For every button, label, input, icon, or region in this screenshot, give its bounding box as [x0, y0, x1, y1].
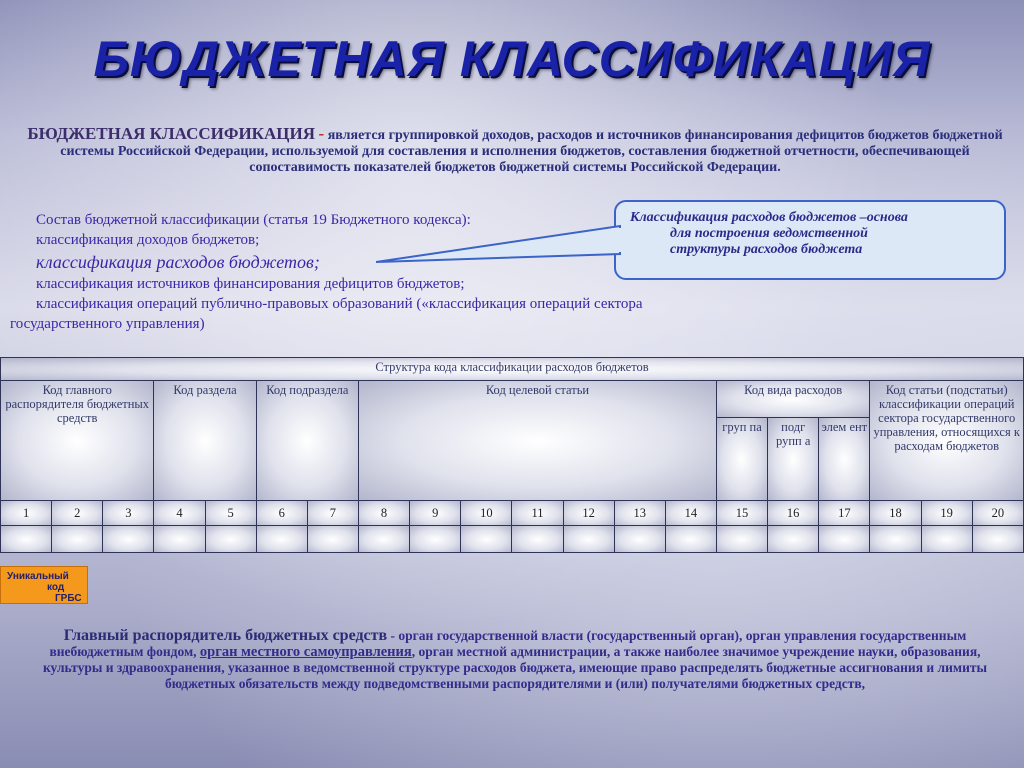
column-number-cell: 19 [921, 501, 972, 526]
column-number-cell: 5 [205, 501, 256, 526]
empty-cell [614, 526, 665, 553]
composition-heading: Состав бюджетной классификации (статья 19 Бюджетного кодекса): [36, 212, 471, 228]
column-number-cell: 13 [614, 501, 665, 526]
column-number-cell: 12 [563, 501, 614, 526]
column-number-cell: 16 [768, 501, 819, 526]
empty-cell [256, 526, 307, 553]
empty-row [1, 526, 1024, 553]
column-number-cell: 7 [307, 501, 358, 526]
header-target: Код целевой статьи [358, 381, 716, 501]
composition-item-highlight: классификация расходов бюджетов; [36, 252, 320, 272]
footer-text: - орган государственной власти (государственный орган), орган управления государственным внебюджетным фондом, [49, 628, 967, 659]
intro-term: БЮДЖЕТНАЯ КЛАССИФИКАЦИЯ [27, 124, 316, 143]
intro-dash: - [318, 124, 325, 143]
header-section: Код раздела [154, 381, 256, 501]
empty-cell [870, 526, 921, 553]
callout-bubble [614, 200, 1006, 280]
column-number-cell: 11 [512, 501, 563, 526]
intro-definition [20, 126, 1010, 176]
header-subgroup: подг рупп а [768, 418, 819, 501]
code-structure-table [0, 357, 1024, 553]
header-expense-type: Код вида расходов [716, 381, 869, 418]
callout-line: Классификация расходов бюджетов –основа [630, 210, 908, 225]
header-grbs: Код главного распорядителя бюджетных средств [1, 381, 154, 501]
empty-cell [358, 526, 409, 553]
intro-text: является группировкой доходов, расходов и источников финансирования дефицитов бюджетов бюджетной системы Российской Федерации, используемой для составления и исполнения бюджетов, составления бюджетной отчетности, обеспечивающей сопоставимость показателей бюджетов бюджетной системы Российской Федерации. [60, 128, 1003, 175]
column-number-cell: 6 [256, 501, 307, 526]
grbs-label [0, 566, 88, 604]
numbers-row [1, 501, 1024, 526]
empty-cell [972, 526, 1023, 553]
footer-underline: орган местного самоуправления [199, 644, 412, 660]
empty-cell [205, 526, 256, 553]
column-number-cell: 2 [52, 501, 103, 526]
empty-cell [819, 526, 870, 553]
callout-line: для построения ведомственной [670, 226, 868, 241]
composition-item-text: классификация операций публично-правовых образований («классификация операций сектора государственного управления) [10, 296, 643, 332]
composition-item: классификация источников финансирования дефицитов бюджетов; [36, 276, 465, 292]
empty-cell [154, 526, 205, 553]
header-element: элем ент [819, 418, 870, 501]
header-group: груп па [716, 418, 767, 501]
column-number-cell: 20 [972, 501, 1023, 526]
empty-cell [461, 526, 512, 553]
footer-definition [20, 628, 1010, 692]
column-number-cell: 4 [154, 501, 205, 526]
grbs-line: Уникальный [7, 571, 69, 582]
footer-term: Главный распорядитель бюджетных средств [63, 627, 388, 644]
column-number-cell: 17 [819, 501, 870, 526]
column-number-cell: 8 [358, 501, 409, 526]
column-number-cell: 1 [1, 501, 52, 526]
header-article: Код статьи (подстатьи) классификации операций сектора государственного управления, относящихся к расходам бюджетов [870, 381, 1024, 501]
column-number-cell: 15 [716, 501, 767, 526]
empty-cell [103, 526, 154, 553]
header-subsection: Код подраздела [256, 381, 358, 501]
empty-cell [512, 526, 563, 553]
page-title: БЮДЖЕТНАЯ КЛАССИФИКАЦИЯ [93, 31, 931, 87]
column-number-cell: 14 [665, 501, 716, 526]
column-number-cell: 18 [870, 501, 921, 526]
empty-cell [307, 526, 358, 553]
empty-cell [768, 526, 819, 553]
footer-text: , орган местной администрации, а также наиболее значимое учреждение науки, образования, культуры и здравоохранения, указанное в ведомственной структуре расходов бюджета, имеющие право распределять бюджетные ассигнования и лимиты бюджетных обязательств между подведомственными распорядителями и (или) получателями бюджетных средств, [42, 644, 988, 691]
composition-item: классификация доходов бюджетов; [36, 232, 260, 248]
callout-line: структуры расходов бюджета [670, 242, 863, 257]
composition-item [10, 294, 650, 334]
empty-cell [921, 526, 972, 553]
grbs-line: код [47, 582, 65, 593]
empty-cell [563, 526, 614, 553]
empty-cell [410, 526, 461, 553]
empty-cell [716, 526, 767, 553]
column-number-cell: 9 [410, 501, 461, 526]
column-number-cell: 3 [103, 501, 154, 526]
table-caption: Структура кода классификации расходов бюджетов [1, 358, 1024, 381]
column-number-cell: 10 [461, 501, 512, 526]
grbs-line: ГРБС [55, 593, 82, 604]
callout-pointer [376, 224, 626, 264]
empty-cell [665, 526, 716, 553]
